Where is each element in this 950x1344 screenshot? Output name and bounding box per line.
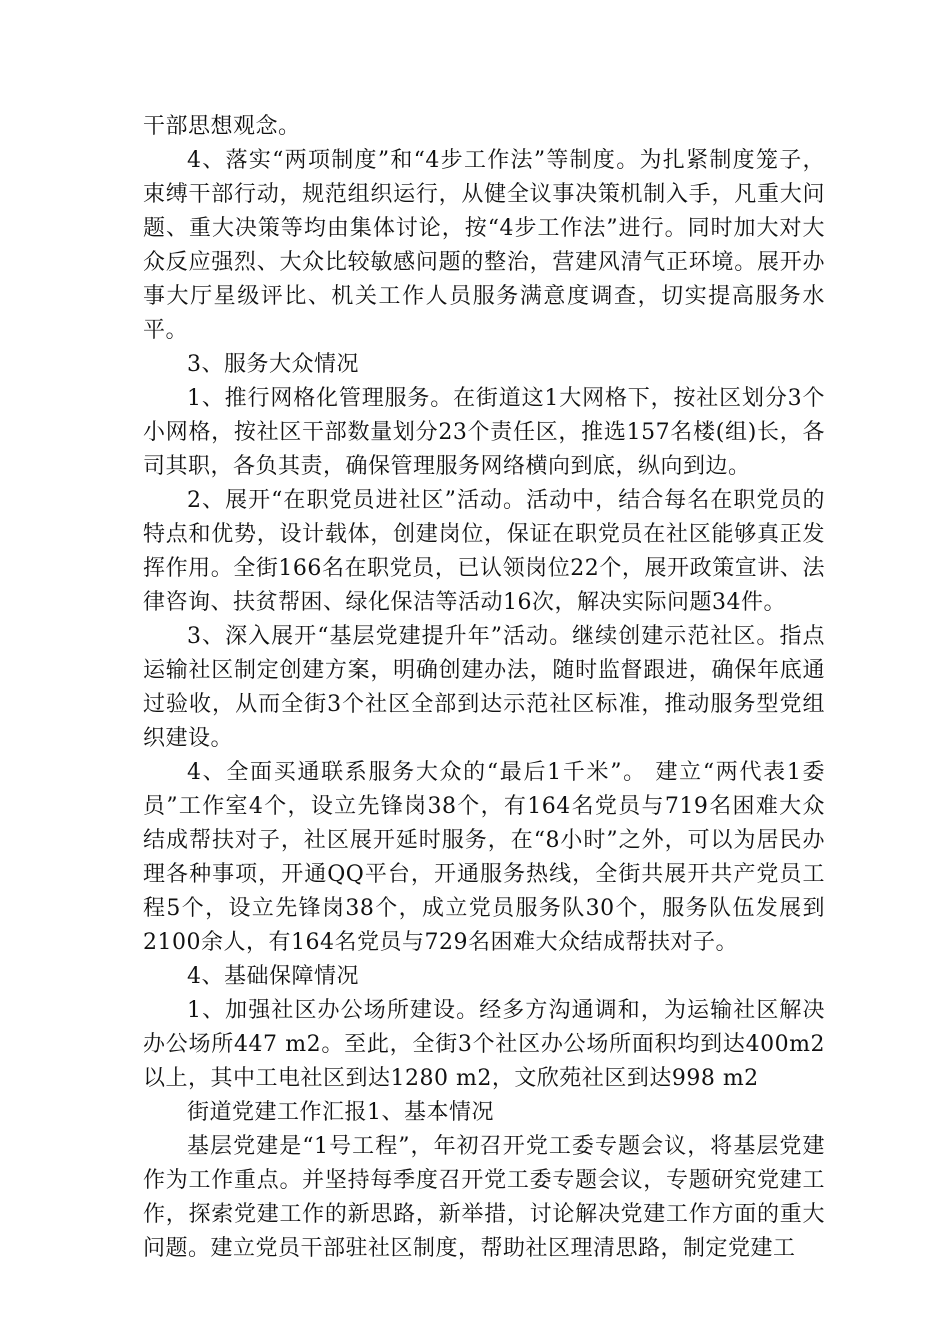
paragraph-party-members-community: 2、展开“在职党员进社区”活动。活动中，结合每名在职党员的特点和优势，设计载体，创建岗位，保证在职党员在社区能够真正发挥作用。全街166名在职党员，已认领岗位22个，展开政策宣讲、法律咨询、扶贫帮困、绿化保洁等活动16次，解决实际问题34件。 xyxy=(143,488,825,615)
paragraph-grassroots-year: 3、深入展开“基层党建提升年”活动。继续创建示范社区。指点运输社区制定创建方案，明确创建办法，随时监督跟进，确保年底通过验收，从而全街3个社区全部到达示范社区标准，推动服务型党组织建设。 xyxy=(143,624,825,751)
paragraph-two-systems: 4、落实“两项制度”和“4步工作法”等制度。为扎紧制度笼子，束缚干部行动，规范组织运行，从健全议事决策机制入手，凡重大问题、重大决策等均由集体讨论，按“4步工作法”进行。同时加大对大众反应强烈、大众比较敏感问题的整治，营建风清气正环境。展开办事大厅星级评比、机关工作人员服务满意度调查，切实提高服务水平。 xyxy=(143,148,825,343)
paragraph-continuation: 干部思想观念。 xyxy=(143,114,301,139)
document-body xyxy=(143,110,825,1266)
paragraph-office-construction: 1、加强社区办公场所建设。经多方沟通调和，为运输社区解决办公场所447 m2。至此，全街3个社区办公场所面积均到达400m2以上，其中工电社区到达1280 m2，文欣苑社区到达998 m2 xyxy=(143,998,825,1091)
report-title: 街道党建工作汇报1、基本情况 xyxy=(187,1100,494,1125)
paragraph-grid-management: 1、推行网格化管理服务。在街道这1大网格下，按社区划分3个小网格，按社区干部数量划分23个责任区，推选157名楼(组)长，各司其职，各负其责，确保管理服务网络横向到底，纵向到边。 xyxy=(143,386,825,479)
section-heading-serving-public: 3、服务大众情况 xyxy=(187,352,359,377)
paragraph-last-kilometer: 4、全面买通联系服务大众的“最后1千米”。 建立“两代表1委员”工作室4个，设立先锋岗38个，有164名党员与719名困难大众结成帮扶对子，社区展开延时服务，在“8小时”之外，可以为居民办理各种事项，开通QQ平台，开通服务热线，全街共展开共产党员工程5个，设立先锋岗38个，成立党员服务队30个，服务队伍发展到2100余人，有164名党员与729名困难大众结成帮扶对子。 xyxy=(143,760,825,955)
paragraph-project-one: 基层党建是“1号工程”，年初召开党工委专题会议，将基层党建作为工作重点。并坚持每季度召开党工委专题会议，专题研究党建工作，探索党建工作的新思路，新举措，讨论解决党建工作方面的重大问题。建立党员干部驻社区制度，帮助社区理清思路，制定党建工 xyxy=(143,1134,825,1261)
section-heading-basic-support: 4、基础保障情况 xyxy=(187,964,359,989)
